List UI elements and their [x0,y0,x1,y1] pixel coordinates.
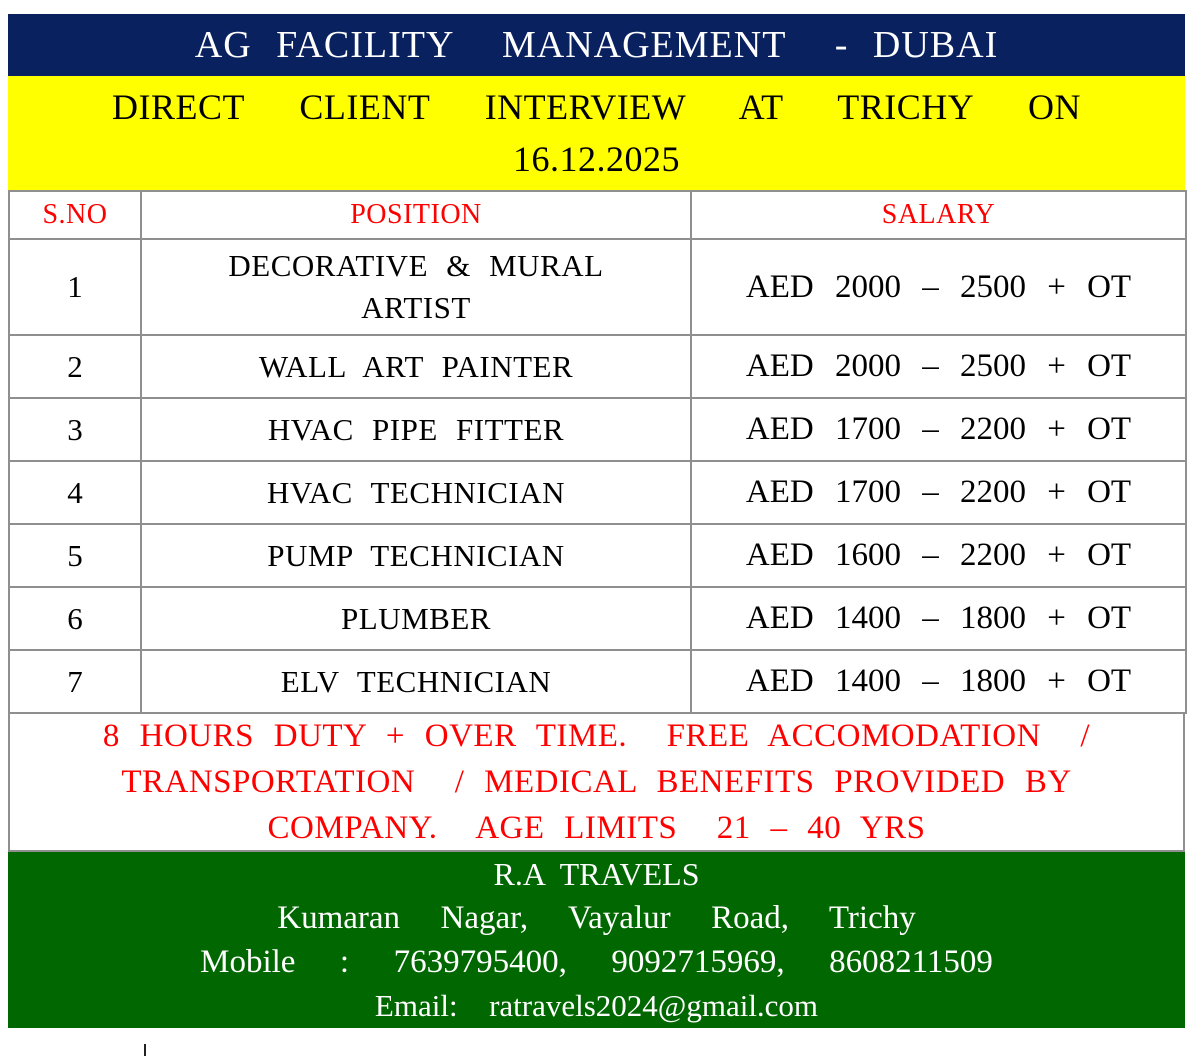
row-position: ELV TECHNICIAN [141,650,691,713]
row-sno: 6 [9,587,141,650]
row-salary: AED 1400 – 1800 + OT [691,587,1186,650]
row-sno: 3 [9,398,141,461]
row-sno: 2 [9,335,141,398]
row-sno: 1 [9,239,141,335]
benefits-notice-line3: COMPANY. AGE LIMITS 21 – 40 YRS [267,810,926,846]
row-salary: AED 1600 – 2200 + OT [691,524,1186,587]
company-header-banner [8,14,1185,76]
table-row [9,461,1186,524]
col-header-position: POSITION [141,191,691,239]
row-position: HVAC PIPE FITTER [141,398,691,461]
row-salary: AED 2000 – 2500 + OT [691,239,1186,335]
row-salary: AED 1700 – 2200 + OT [691,398,1186,461]
row-position: WALL ART PAINTER [141,335,691,398]
table-row [9,587,1186,650]
col-header-salary: SALARY [691,191,1186,239]
agency-address: Kumaran Nagar, Vayalur Road, Trichy [277,900,916,936]
row-position: DECORATIVE & MURAL ARTIST [141,239,691,335]
interview-banner [8,76,1185,190]
agency-email: Email: ratravels2024@gmail.com [374,988,819,1023]
agency-mobile: Mobile : 7639795400, 9092715969, 8608211509 [200,944,993,980]
benefits-notice [8,714,1185,852]
cursor-artifact [144,1044,146,1056]
row-position: PUMP TECHNICIAN [141,524,691,587]
agency-name: R.A TRAVELS [493,856,700,892]
row-salary: AED 1700 – 2200 + OT [691,461,1186,524]
row-salary: AED 2000 – 2500 + OT [691,335,1186,398]
table-header-row [9,191,1186,239]
col-header-sno: S.NO [9,191,141,239]
interview-banner-date: 16.12.2025 [513,139,680,179]
table-row [9,650,1186,713]
interview-banner-line1: DIRECT CLIENT INTERVIEW AT TRICHY ON [112,87,1081,127]
benefits-notice-line1: 8 HOURS DUTY + OVER TIME. FREE ACCOMODATION / [102,718,1091,754]
travel-agency-footer [8,852,1185,1028]
row-sno: 5 [9,524,141,587]
benefits-notice-line2: TRANSPORTATION / MEDICAL BENEFITS PROVIDED BY [121,764,1072,800]
table-row [9,239,1186,335]
table-row [9,398,1186,461]
row-sno: 4 [9,461,141,524]
company-title: AG FACILITY MANAGEMENT - DUBAI [194,24,999,66]
job-poster [8,14,1185,1028]
positions-table [8,190,1187,714]
row-salary: AED 1400 – 1800 + OT [691,650,1186,713]
row-sno: 7 [9,650,141,713]
table-row [9,335,1186,398]
row-position: PLUMBER [141,587,691,650]
row-position: HVAC TECHNICIAN [141,461,691,524]
table-row [9,524,1186,587]
